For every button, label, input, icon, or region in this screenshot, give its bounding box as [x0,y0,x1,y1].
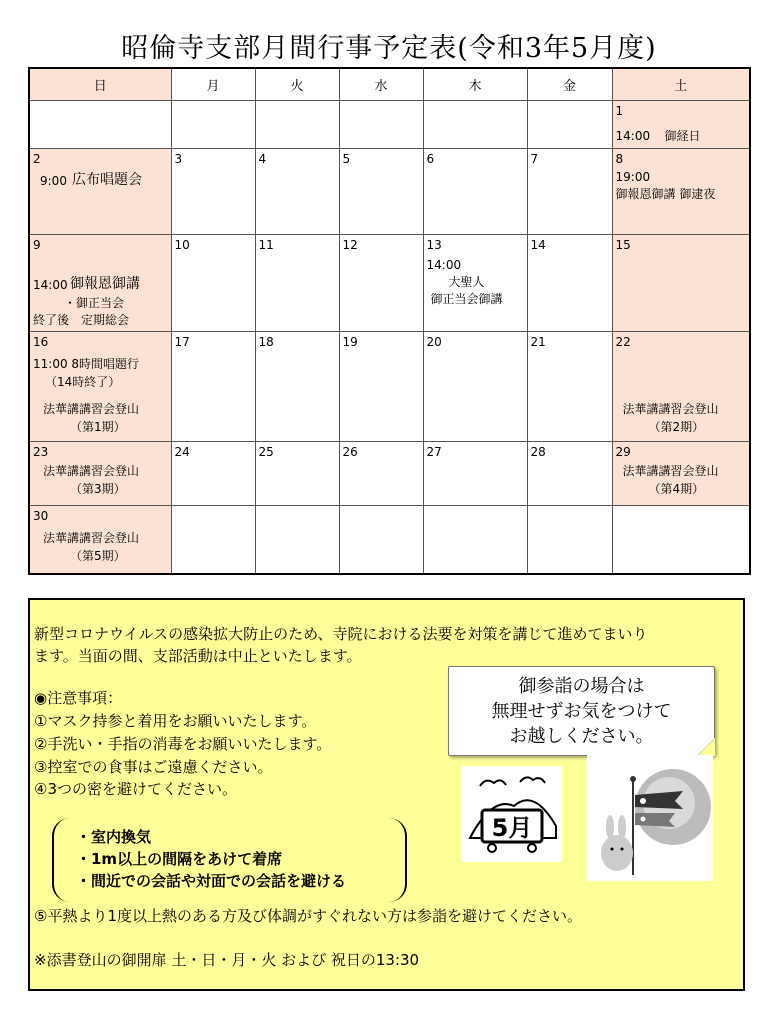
notice-item-4: ④3つの密を避けてください。 [34,780,237,798]
day-cell [612,442,750,506]
koinobori-illustration [587,755,713,881]
day-number: 19 [342,335,358,349]
event-name: 御報恩御講 [70,276,140,292]
empty-cell [423,101,527,149]
day-cell [339,235,423,332]
day-number: 9 [33,238,41,252]
notice-footer: ※添書登山の御開扉 土・日・月・火 および 祝日の13:30 [34,951,420,969]
day-number: 30 [33,509,49,523]
event-time: 19:00 [615,170,651,184]
empty-cell [171,101,255,149]
week-row [29,101,750,149]
event-name: 御報恩御講 御逮夜 [615,187,716,201]
empty-cell [612,506,750,574]
event-name: 11:00 8時間唱題行 [33,357,140,371]
day-cell [339,442,423,506]
event-note: （第4期） [648,482,705,496]
day-number: 17 [174,335,190,349]
event-name: 法華講講習会登山 [43,402,140,416]
empty-cell [255,506,339,574]
bubble-line: 御参詣の場合は [518,676,645,697]
bracket-box [52,818,407,902]
may-illustration [462,766,562,862]
event-time: 14:00 [615,129,651,143]
event-name: 広布唱題会 [72,172,142,188]
day-number: 25 [258,445,274,459]
bracket-list [76,826,346,892]
day-number: 27 [426,445,442,459]
day-number: 2 [33,152,41,166]
day-number: 23 [33,445,49,459]
day-number: 16 [33,335,49,349]
day-number: 21 [530,335,546,349]
page-curl-icon [697,738,715,756]
week-row [29,442,750,506]
event-note: （第1期） [70,420,126,434]
event-note: 終了後 定期総会 [33,313,130,327]
event-note: （第5期） [70,549,126,563]
notice-intro-line2: ます。当面の間、支部活動は中止といたします。 [34,647,362,665]
day-cell [171,332,255,442]
day-cell [612,149,750,235]
event-time: 9:00 [40,174,67,188]
day-number: 26 [342,445,358,459]
calendar-table [28,67,751,575]
empty-cell [339,506,423,574]
day-number: 22 [615,335,631,349]
weekday-header-row [29,68,750,101]
day-number: 14 [530,238,546,252]
day-cell [171,235,255,332]
day-cell [171,149,255,235]
bracket-item: ・室内換気 [76,828,152,846]
event-note: （第3期） [70,482,126,496]
event-sub: ・御正当会 [64,296,125,310]
day-cell [612,101,750,149]
day-cell [423,442,527,506]
empty-cell [29,101,171,149]
week-row [29,506,750,574]
notice-intro-line1: 新型コロナウイルスの感染拡大防止のため、寺院における法要を対策を講じて進めてまいり [34,625,648,643]
bubble-line: お越しください。 [509,726,654,747]
day-number: 7 [530,152,539,166]
day-number: 6 [426,152,435,166]
day-cell [255,442,339,506]
weekday-saturday: 土 [612,68,750,101]
day-number: 24 [174,445,190,459]
notice-panel [28,598,745,991]
day-number: 3 [174,152,183,166]
bubble-line: 無理せずお気をつけて [491,701,672,722]
day-number: 28 [530,445,546,459]
day-number: 18 [258,335,274,349]
day-number: 15 [615,238,631,252]
notice-item-3: ③控室での食事はご遠慮ください。 [34,758,273,776]
notice-item-5: ⑤平熱より1度以上熱のある方及び体調がすぐれない方は参詣を避けてください。 [34,907,582,925]
day-number: 11 [258,238,274,252]
weekday-tuesday: 火 [255,68,339,101]
day-number: 8 [615,152,624,166]
empty-cell [171,506,255,574]
day-cell [29,332,171,442]
day-cell [255,235,339,332]
day-cell [527,332,612,442]
day-number: 10 [174,238,190,252]
notice-heading: ◉注意事項： [34,689,123,707]
event-name: 法華講講習会登山 [622,402,719,416]
day-cell [29,235,171,332]
day-cell [423,235,527,332]
event-name: 法華講講習会登山 [622,464,719,478]
illustration-label: 5月 [491,814,533,842]
notice-item-1: ①マスク持参と着用をお願いいたします。 [34,712,317,730]
speech-bubble [448,666,715,756]
weekday-monday: 月 [171,68,255,101]
day-cell [29,506,171,574]
page-title: 昭倫寺支部月間行事予定表(令和3年5月度) [121,33,657,64]
day-number: 13 [426,238,442,252]
day-cell [255,149,339,235]
event-name: 法華講講習会登山 [43,464,140,478]
event-name: 法華講講習会登山 [43,531,140,545]
day-cell [527,442,612,506]
day-cell [339,332,423,442]
event-note: （第2期） [648,420,705,434]
day-cell [171,442,255,506]
day-number: 29 [615,445,631,459]
day-number: 4 [258,152,267,166]
day-number: 5 [342,152,351,166]
event-name: 大聖人 [448,275,485,289]
day-cell [527,235,612,332]
day-cell [423,149,527,235]
notice-item-2: ②手洗い・手指の消毒をお願いいたします。 [34,735,332,753]
day-cell [612,332,750,442]
day-number: 12 [342,238,358,252]
weekday-sunday: 日 [29,68,171,101]
empty-cell [527,101,612,149]
empty-cell [255,101,339,149]
day-cell [527,149,612,235]
event-name: 御正当会御講 [430,292,503,306]
day-cell [423,332,527,442]
day-cell [339,149,423,235]
empty-cell [527,506,612,574]
day-cell [29,442,171,506]
weekday-friday: 金 [527,68,612,101]
bracket-item: ・1m以上の間隔をあけて着席 [76,850,283,868]
event-name: 御経日 [664,129,701,143]
day-number: 20 [426,335,442,349]
event-time: 14:00 [33,278,68,292]
weekday-wednesday: 水 [339,68,423,101]
bracket-item: ・間近での会話や対面での会話を避ける [76,872,347,890]
event-note: （14時終了） [45,375,121,389]
week-row [29,235,750,332]
day-cell [612,235,750,332]
week-row [29,332,750,442]
day-cell [255,332,339,442]
day-cell [29,149,171,235]
empty-cell [423,506,527,574]
weekday-thursday: 木 [423,68,527,101]
empty-cell [339,101,423,149]
week-row [29,149,750,235]
day-number: 1 [615,104,624,118]
event-time: 14:00 [426,258,462,272]
